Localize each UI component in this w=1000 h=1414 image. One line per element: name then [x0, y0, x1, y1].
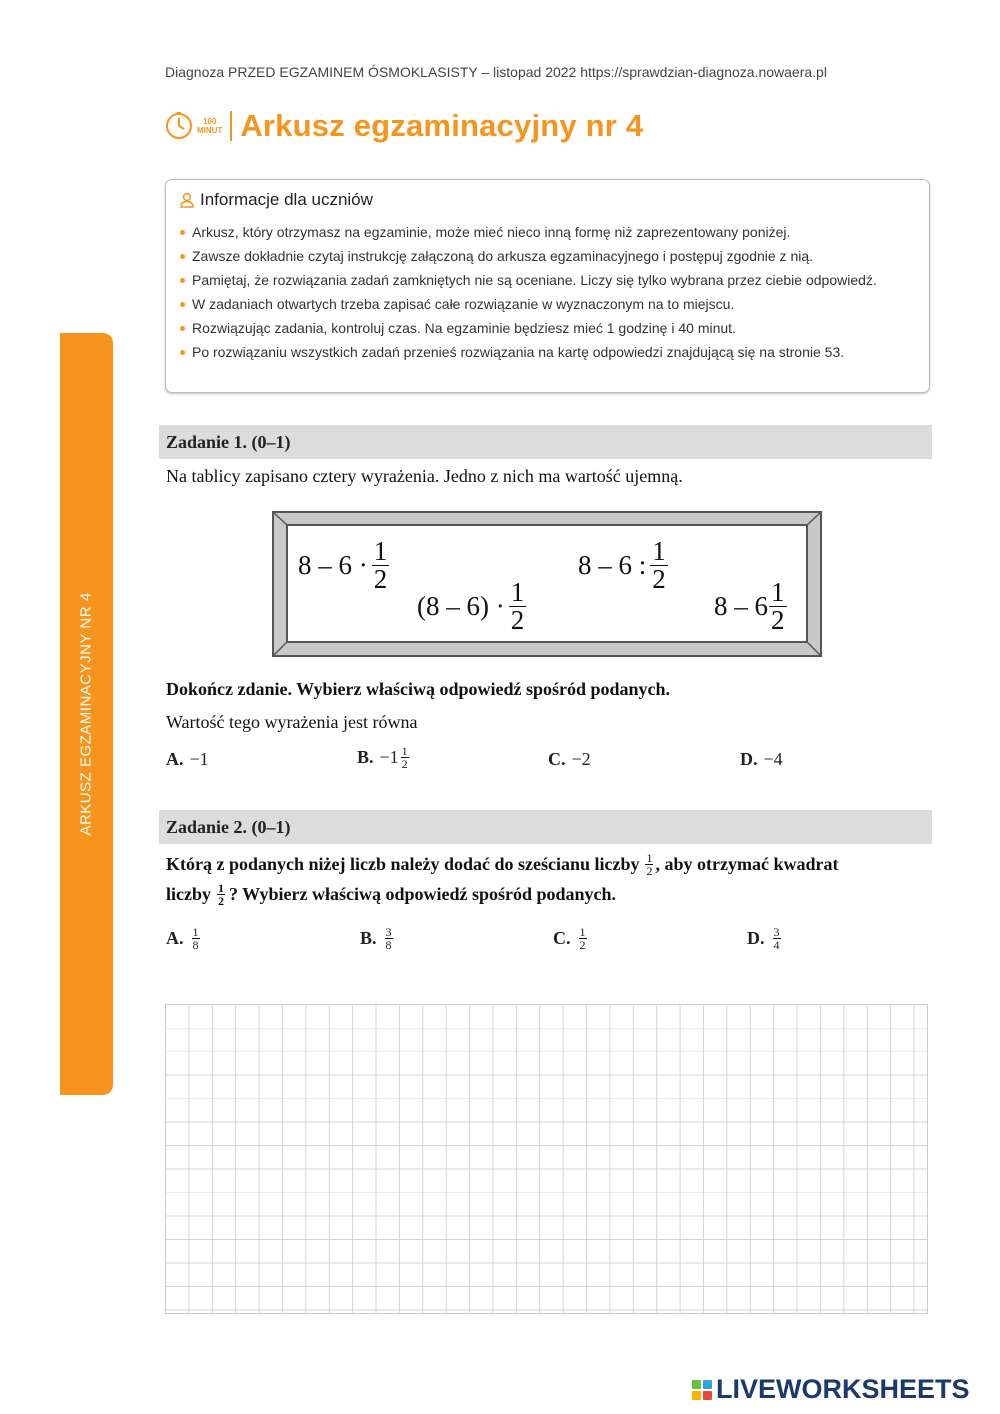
info-title-text: Informacje dla uczniów	[200, 190, 373, 209]
expr1-text: 8 – 6 ·	[298, 550, 368, 580]
title-row	[165, 106, 643, 146]
q-text: ? Wybierz właściwą odpowiedź spośród podanych.	[229, 884, 617, 904]
den: 2	[401, 757, 408, 771]
board-expression-1	[298, 538, 389, 593]
q-text: , aby otrzymać kwadrat	[655, 854, 839, 874]
info-item: Rozwiązując zadania, kontroluj czas. Na egzaminie będziesz mieć 1 godzinę i 40 minut.	[180, 319, 915, 337]
task1-instruction: Dokończ zdanie. Wybierz właściwą odpowiedź spośród podanych.	[166, 679, 671, 699]
task2-option-b[interactable]	[360, 926, 395, 951]
title-divider	[230, 111, 232, 141]
option-label: D.	[747, 928, 765, 948]
half-fraction	[645, 852, 653, 877]
option-label: D.	[740, 749, 758, 769]
task1-option-c[interactable]	[548, 749, 591, 770]
option-fraction	[773, 926, 781, 951]
num: 1	[218, 881, 224, 895]
board-expression-4	[714, 579, 787, 634]
num: 1	[373, 536, 388, 566]
option-label: C.	[553, 928, 571, 948]
num: 1	[771, 577, 785, 607]
fraction-half	[650, 538, 668, 593]
student-icon	[180, 192, 194, 208]
num: 1	[401, 744, 408, 758]
q-text: Którą z podanych niżej liczb należy dodać do sześcianu liczby	[166, 854, 640, 874]
fraction-half	[769, 579, 787, 634]
den: 2	[646, 864, 653, 878]
info-item: Zawsze dokładnie czytaj instrukcję załączoną do arkusza egzaminacyjnego i postępuj zgodnie z nią.	[180, 247, 915, 265]
task1-option-d[interactable]	[740, 749, 783, 770]
den: 2	[218, 894, 224, 908]
den: 8	[385, 938, 392, 952]
brand-text: LIVEWORKSHEETS	[716, 1374, 970, 1404]
expr3-text: 8 – 6 :	[578, 550, 647, 580]
header-line: Diagnoza PRZED EGZAMINEM ÓSMOKLASISTY – listopad 2022 https://sprawdzian-diagnoza.nowaera.pl	[165, 64, 827, 80]
task2-option-d[interactable]	[747, 926, 783, 951]
num: 1	[646, 851, 653, 865]
expr4-text: 8 – 6	[714, 591, 768, 621]
info-item: Arkusz, który otrzymasz na egzaminie, może mieć nieco inną formę niż zaprezentowany poniżej.	[180, 223, 915, 241]
option-label: C.	[548, 749, 566, 769]
den: 2	[510, 605, 525, 635]
task2-question-line2	[166, 882, 616, 907]
option-fraction	[192, 926, 200, 951]
task2-question-line1	[166, 852, 838, 877]
num: 3	[385, 925, 392, 939]
option-value: −2	[571, 749, 591, 769]
task2-title: Zadanie 2. (0–1)	[166, 817, 291, 837]
option-value: −1	[379, 747, 399, 767]
option-fraction	[401, 745, 409, 770]
option-fraction	[385, 926, 393, 951]
den: 2	[652, 564, 666, 594]
timer-number: 100	[202, 117, 217, 126]
scratch-grid[interactable]	[165, 1004, 928, 1314]
option-label: A.	[166, 749, 184, 769]
task1-option-b[interactable]	[357, 745, 411, 770]
liveworksheets-logo	[692, 1374, 970, 1405]
timer-unit: MINUT	[197, 126, 223, 135]
task1-stem: Wartość tego wyrażenia jest równa	[166, 712, 418, 732]
page-title: Arkusz egzaminacyjny nr 4	[240, 108, 644, 143]
num: 3	[773, 925, 780, 939]
task2-option-a[interactable]	[166, 926, 202, 951]
q-text: liczby	[166, 884, 211, 904]
logo-icon	[692, 1380, 712, 1400]
option-fraction	[579, 926, 587, 951]
num: 1	[579, 925, 586, 939]
num: 1	[192, 925, 199, 939]
side-tab-label: ARKUSZ EGZAMINACYJNY NR 4	[77, 592, 95, 836]
den: 2	[579, 938, 586, 952]
info-title	[180, 190, 373, 210]
board-expression-3	[578, 538, 668, 593]
task1-intro: Na tablicy zapisano cztery wyrażenia. Jedno z nich ma wartość ujemną.	[166, 466, 683, 486]
task1-option-a[interactable]	[166, 749, 209, 770]
num: 1	[510, 577, 525, 607]
info-item: Pamiętaj, że rozwiązania zadań zamkniętych nie są oceniane. Liczy się tylko wybrana przez ciebie odpowiedź.	[180, 271, 915, 289]
option-label: A.	[166, 928, 184, 948]
den: 2	[771, 605, 785, 635]
timer-label	[197, 117, 222, 135]
option-value: −4	[763, 749, 783, 769]
info-item: Po rozwiązaniu wszystkich zadań przenieś rozwiązania na kartę odpowiedzi znajdującą się na stronie 53.	[180, 343, 915, 361]
info-item: W zadaniach otwartych trzeba zapisać całe rozwiązanie w wyznaczonym na to miejscu.	[180, 295, 915, 313]
expr2-text: (8 – 6) ·	[417, 591, 505, 621]
info-list	[180, 223, 915, 367]
den: 2	[373, 564, 388, 594]
option-value: −1	[189, 749, 209, 769]
task1-title: Zadanie 1. (0–1)	[166, 432, 291, 452]
board-expression-2	[417, 579, 526, 634]
fraction-half	[509, 579, 527, 634]
half-fraction	[217, 882, 225, 907]
option-label: B.	[360, 928, 377, 948]
task2-option-c[interactable]	[553, 926, 589, 951]
den: 4	[773, 938, 780, 952]
den: 8	[192, 938, 199, 952]
option-label: B.	[357, 747, 374, 767]
fraction-half	[372, 538, 390, 593]
num: 1	[652, 536, 666, 566]
clock-icon	[165, 112, 193, 140]
